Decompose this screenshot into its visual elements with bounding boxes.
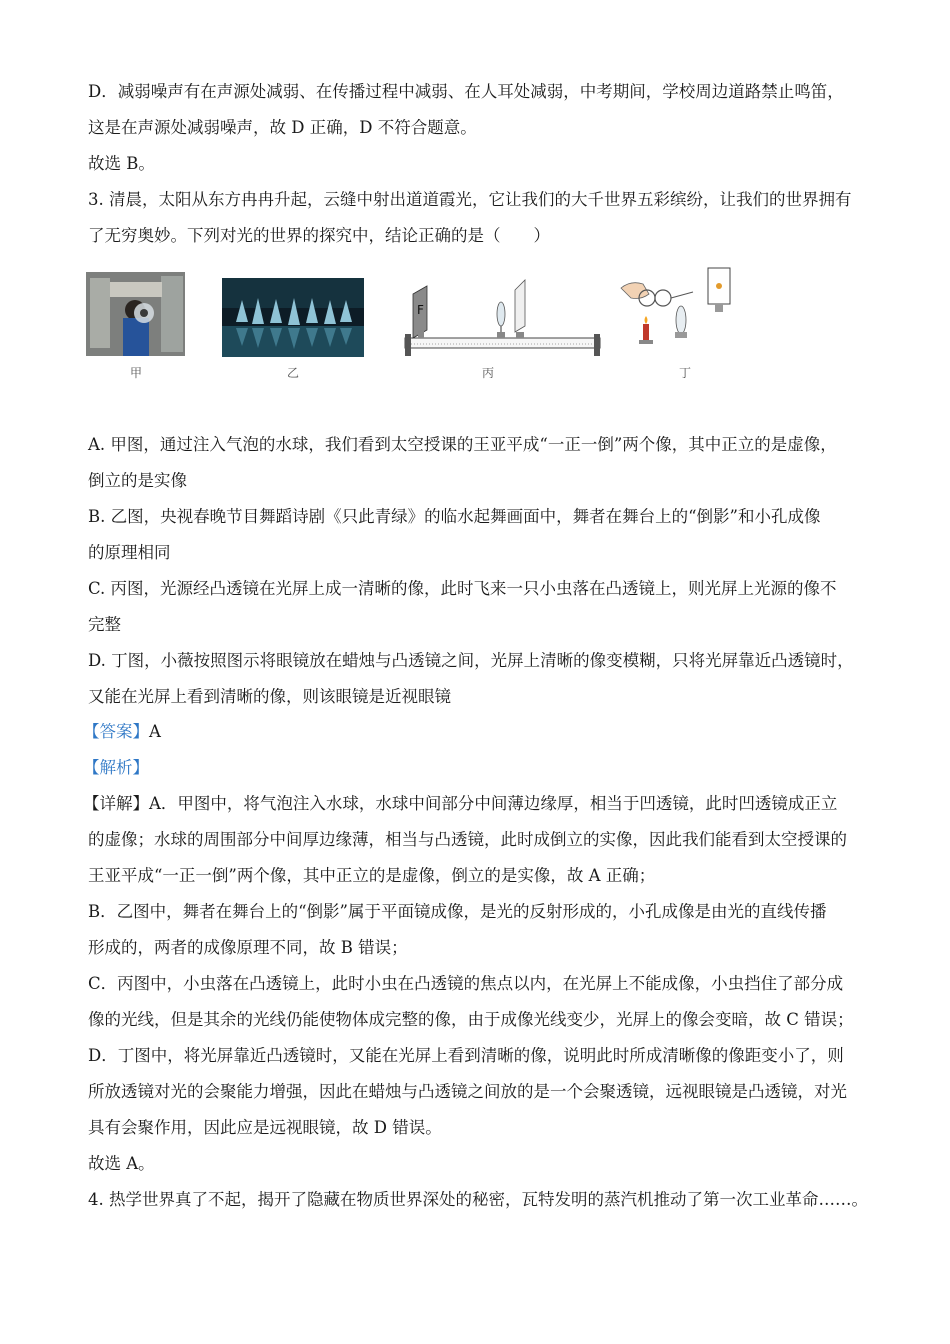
explanation-line-8: D．丁图中，将光屏靠近凸透镜时，又能在光屏上看到清晰的像，说明此时所成清晰像的像距变小了，则	[88, 1046, 844, 1065]
question-3-line-1: 3. 清晨，太阳从东方冉冉升起，云缝中射出道道霞光，它让我们的大千世界五彩缤纷，让我们的世界拥有	[88, 190, 852, 209]
answer-line	[83, 721, 161, 743]
option-b-line-1: B. 乙图，央视春晚节目舞蹈诗剧《只此青绿》的临水起舞画面中，舞者在舞台上的“倒影”和小孔成像	[88, 507, 821, 526]
explanation-line-9: 所放透镜对光的会聚能力增强，因此在蜡烛与凸透镜之间放的是一个会聚透镜，远视眼镜是凸透镜，对光	[88, 1082, 847, 1101]
option-a-line-2: 倒立的是实像	[88, 471, 187, 490]
explanation-line-11: 故选 A。	[88, 1154, 155, 1173]
explanation-line-4: B．乙图中，舞者在舞台上的“倒影”属于平面镜成像，是光的反射形成的，小孔成像是由光的直线传播	[88, 902, 827, 921]
option-d-line-2: 又能在光屏上看到清晰的像，则该眼镜是近视眼镜	[88, 687, 451, 706]
explanation-line-10: 具有会聚作用，因此应是远视眼镜，故 D 错误。	[88, 1118, 442, 1137]
explanation-line-5: 形成的，两者的成像原理不同，故 B 错误；	[88, 938, 408, 957]
option-b-line-2: 的原理相同	[88, 543, 171, 562]
option-a-line-1: A. 甲图，通过注入气泡的水球，我们看到太空授课的王亚平成“一正一倒”两个像，其中正立的是虚像，	[88, 435, 837, 454]
question-4-line-1: 4. 热学世界真了不起，揭开了隐藏在物质世界深处的秘密，瓦特发明的蒸汽机推动了第一次工业革命……。	[88, 1190, 868, 1209]
figure-bing-caption: 丙	[481, 366, 494, 380]
figure-ding-caption: 丁	[678, 366, 691, 380]
option-c-line-2: 完整	[88, 615, 121, 634]
analysis-label: 【解析】	[83, 758, 149, 777]
line-1: D．减弱噪声有在声源处减弱、在传播过程中减弱、在人耳处减弱，中考期间，学校周边道路禁止鸣笛，	[88, 82, 844, 101]
figure-bing	[403, 272, 602, 358]
answer-value: A	[149, 722, 161, 741]
explanation-line-3: 王亚平成“一正一倒”两个像，其中正立的是虚像，倒立的是实像，故 A 正确；	[88, 866, 656, 885]
explanation-line-1: 【详解】A．甲图中，将气泡注入水球，水球中间部分中间薄边缘厚，相当于凹透镜，此时凹透镜成正立	[83, 794, 838, 813]
figure-yi	[222, 278, 364, 357]
line-2: 这是在声源处减弱噪声，故 D 正确，D 不符合题意。	[88, 118, 477, 137]
figure-yi-caption: 乙	[286, 366, 299, 380]
question-3-line-2: 了无穷奥妙。下列对光的世界的探究中，结论正确的是（ ）	[88, 226, 550, 245]
svg-text:F: F	[417, 303, 424, 317]
explanation-line-2: 的虚像；水球的周围部分中间厚边缘薄，相当与凸透镜，此时成倒立的实像，因此我们能看到太空授课的	[88, 830, 847, 849]
explanation-line-7: 像的光线，但是其余的光线仍能使物体成完整的像，由于成像光线变少，光屏上的像会变暗，故 C 错误；	[88, 1010, 854, 1029]
explanation-line-6: C．丙图中，小虫落在凸透镜上，此时小虫在凸透镜的焦点以内，在光屏上不能成像，小虫挡住了部分成	[88, 974, 844, 993]
answer-label: 【答案】	[83, 722, 149, 741]
option-d-line-1: D. 丁图，小薇按照图示将眼镜放在蜡烛与凸透镜之间，光屏上清晰的像变模糊，只将光屏靠近凸透镜时，	[88, 651, 854, 670]
figure-ding	[613, 258, 743, 356]
figure-jia-caption: 甲	[129, 366, 142, 380]
line-3: 故选 B。	[88, 154, 155, 173]
figure-jia	[86, 272, 185, 356]
option-c-line-1: C. 丙图，光源经凸透镜在光屏上成一清晰的像，此时飞来一只小虫落在凸透镜上，则光屏上光源的像不	[88, 579, 837, 598]
